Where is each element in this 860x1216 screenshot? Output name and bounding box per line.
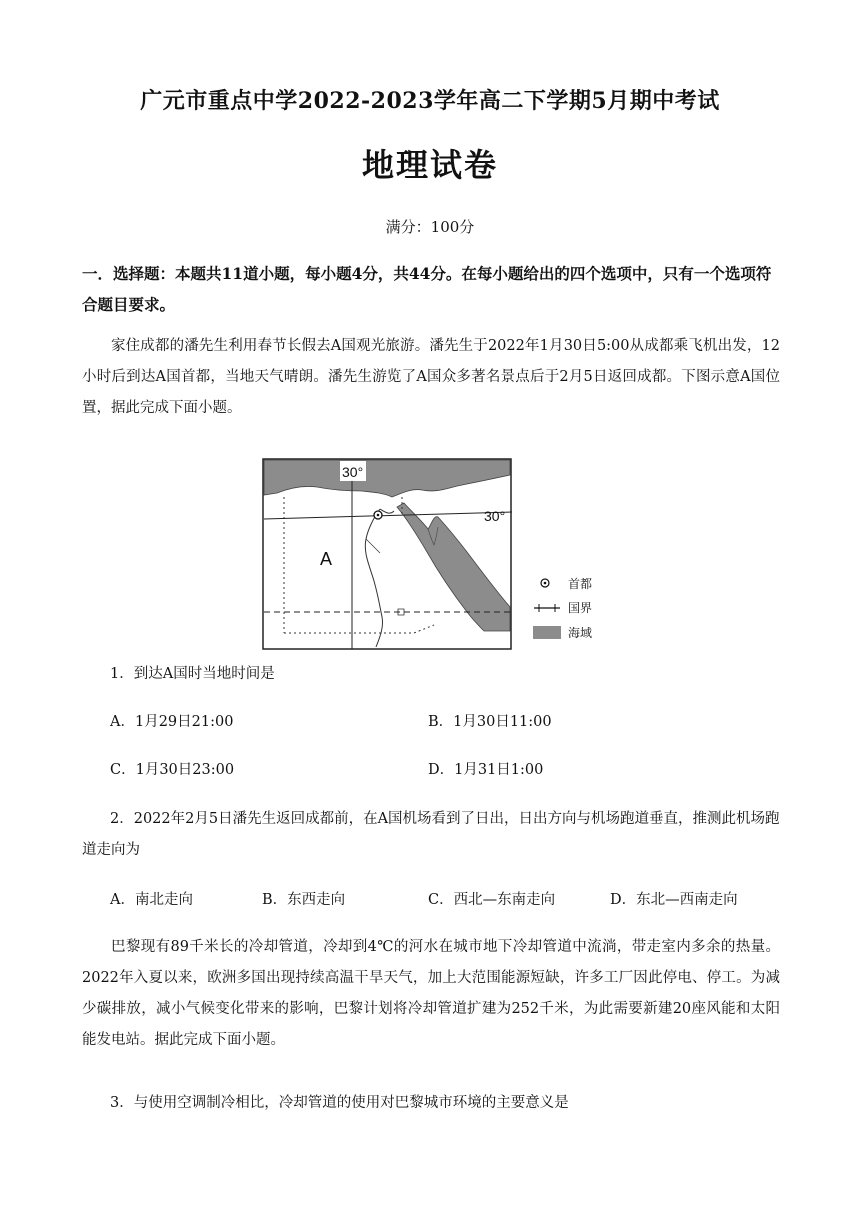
legend-border: 国界 [568,601,593,615]
question-2-option-a[interactable]: A．南北走向 [110,892,193,908]
question-2-stem: 2．2022年2月5日潘先生返回成都前，在A国机场看到了日出，日出方向与机场跑道垂直，推测此机场跑道走向为 [82,811,780,858]
exam-subject: 地理试卷 [361,146,498,184]
full-score: 满分：100分 [385,218,475,236]
exam-title: 广元市重点中学2022-2023学年高二下学期5月期中考试 [140,88,720,114]
question-1-stem: 1．到达A国时当地时间是 [110,666,275,682]
question-3-stem: 3．与使用空调制冷相比，冷却管道的使用对巴黎城市环境的主要意义是 [110,1095,569,1111]
passage-2: 巴黎现有89千米长的冷却管道，冷却到4℃的河水在城市地下冷却管道中流淌，带走室内多余的热量。2022年入夏以来，欧洲多国出现持续高温干旱天气，加上大范围能源短缺，许多工厂因此停电、停工。为减少碳排放，减小气候变化带来的影响，巴黎计划将冷却管道扩建为252千米，为此需要新建20座风能和太阳能发电站。据此完成下面小题。 [82,939,780,1048]
question-1-option-a[interactable]: A．1月29日21:00 [110,714,234,730]
longitude-label: 30° [342,464,364,480]
legend-capital: 首都 [568,577,593,591]
question-1-option-c[interactable]: C．1月30日23:00 [110,762,235,778]
question-1-option-d[interactable]: D．1月31日1:00 [428,762,544,778]
legend-sea: 海域 [568,626,593,640]
passage-1: 家住成都的潘先生利用春节长假去A国观光旅游。潘先生于2022年1月30日5:00从成都乘飞机出发，12小时后到达A国首都，当地天气晴朗。潘先生游览了A国众多著名景点后于2月5日返回成都。下图示意A国位置，据此完成下面小题。 [82,338,780,416]
question-1-option-b[interactable]: B．1月30日11:00 [428,714,552,730]
question-2-option-c[interactable]: C．西北—东南走向 [428,892,556,908]
latitude-label: 30° [484,508,506,524]
question-2-option-b[interactable]: B．东西走向 [262,892,346,908]
question-2-option-d[interactable]: D．东北—西南走向 [610,892,738,908]
country-label: A [320,549,333,569]
legend-sea-icon [533,626,561,639]
country-a-map [262,457,602,653]
section-heading: 一．选择题：本题共11道小题，每小题4分，共44分。在每小题给出的四个选项中，只有一个选项符合题目要求。 [82,264,772,314]
